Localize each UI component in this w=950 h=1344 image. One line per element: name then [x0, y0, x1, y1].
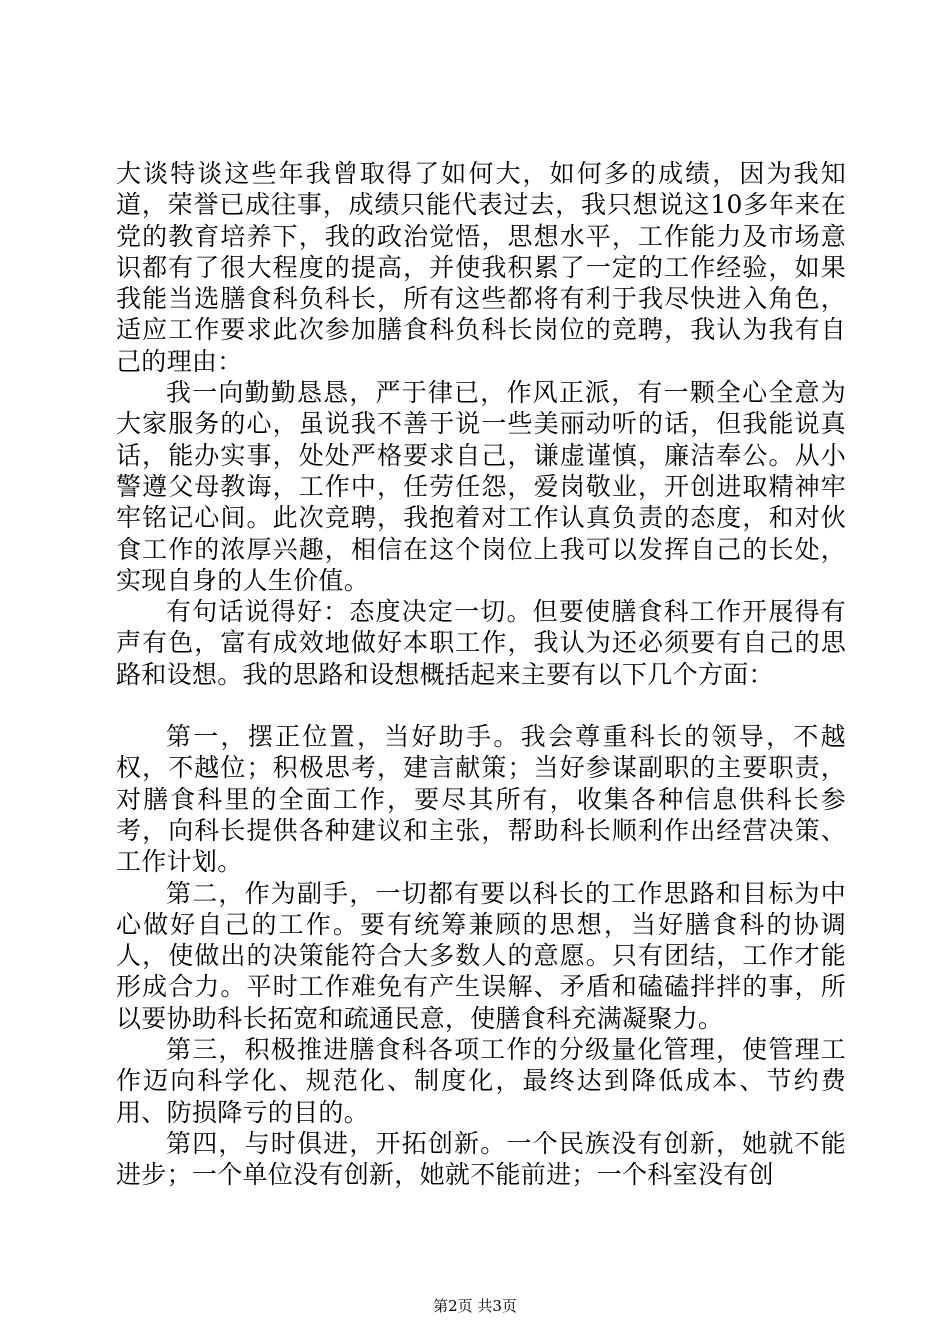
paragraph-3: 有句话说得好：态度决定一切。但要使膳食科工作开展得有声有色，富有成效地做好本职工作，我认为还必须要有自己的思路和设想。我的思路和设想概括起来主要有以下几个方面：	[116, 597, 846, 689]
document-body	[116, 158, 846, 1191]
page-footer: 第2页 共3页	[433, 1297, 517, 1315]
paragraph-4: 第一，摆正位置，当好助手。我会尊重科长的领导，不越权，不越位；积极思考，建言献策；当好参谋副职的主要职责，对膳食科里的全面工作，要尽其所有，收集各种信息供科长参考，向科长提供各种建议和主张，帮助科长顺利作出经营决策、工作计划。	[116, 722, 846, 877]
paragraph-6: 第三，积极推进膳食科各项工作的分级量化管理，使管理工作迈向科学化、规范化、制度化，最终达到降低成本、节约费用、防损降亏的目的。	[116, 1035, 846, 1127]
paragraph-7: 第四，与时俱进，开拓创新。一个民族没有创新，她就不能进步；一个单位没有创新，她就不能前进；一个科室没有创	[116, 1128, 846, 1190]
paragraph-1: 大谈特谈这些年我曾取得了如何大，如何多的成绩，因为我知道，荣誉已成往事，成绩只能代表过去，我只想说这10多年来在党的教育培养下，我的政治觉悟，思想水平，工作能力及市场意识都有了很大程度的提高，并使我积累了一定的工作经验，如果我能当选膳食科负科长，所有这些都将有利于我尽快进入角色，适应工作要求此次参加膳食科负科长岗位的竞聘，我认为我有自己的理由：	[116, 159, 846, 376]
paragraph-2: 我一向勤勤恳恳，严于律已，作风正派，有一颗全心全意为大家服务的心，虽说我不善于说一些美丽动听的话，但我能说真话，能办实事，处处严格要求自己，谦虚谨慎，廉洁奉公。从小警遵父母教诲，工作中，任劳任怨，爱岗敬业，开创进取精神牢牢铭记心间。此次竞聘，我抱着对工作认真负责的态度，和对伙食工作的浓厚兴趣，相信在这个岗位上我可以发挥自己的长处，实现自身的人生价值。	[116, 378, 846, 595]
paragraph-5: 第二，作为副手，一切都有要以科长的工作思路和目标为中心做好自己的工作。要有统筹兼顾的思想，当好膳食科的协调人，使做出的决策能符合大多数人的意愿。只有团结，工作才能形成合力。平时工作难免有产生误解、矛盾和磕磕拌拌的事，所以要协助科长拓宽和疏通民意，使膳食科充满凝聚力。	[116, 878, 846, 1033]
